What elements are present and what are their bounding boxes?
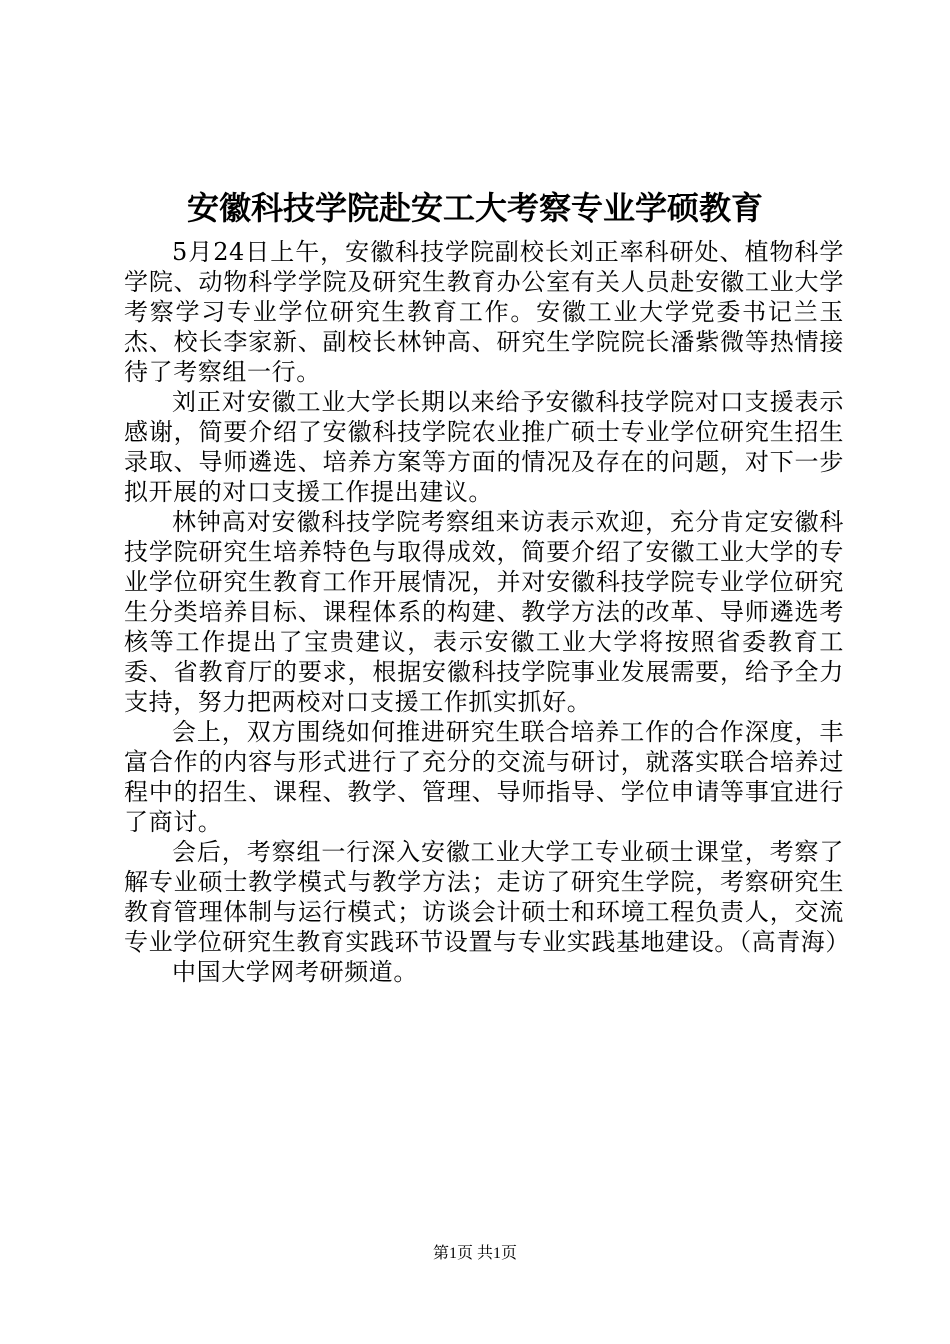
paragraph-1: 5月24日上午，安徽科技学院副校长刘正率科研处、植物科学学院、动物科学学院及研究生教育办公室有关人员赴安徽工业大学考察学习专业学位研究生教育工作。安徽工业大学党委书记兰玉杰、校长李家新、副校长林钟高、研究生学院院长潘紫微等热情接待了考察组一行。 (124, 238, 844, 386)
document-title: 安徽科技学院赴安工大考察专业学硕教育 (186, 189, 763, 227)
paragraph-3: 林钟高对安徽科技学院考察组来访表示欢迎，充分肯定安徽科技学院研究生培养特色与取得成效，简要介绍了安徽工业大学的专业学位研究生教育工作开展情况，并对安徽科技学院专业学位研究生分类培养目标、课程体系的构建、教学方法的改革、导师遴选考核等工作提出了宝贵建议，表示安徽工业大学将按照省委教育工委、省教育厅的要求，根据安徽科技学院事业发展需要，给予全力支持，努力把两校对口支援工作抓实抓好。 (124, 508, 844, 716)
page-number-footer: 第1页 共1页 (432, 1245, 517, 1262)
paragraph-2: 刘正对安徽工业大学长期以来给予安徽科技学院对口支援表示感谢，简要介绍了安徽科技学院农业推广硕士专业学位研究生招生录取、导师遴选、培养方案等方面的情况及存在的问题，对下一步拟开展的对口支援工作提出建议。 (124, 388, 844, 506)
paragraph-5: 会后，考察组一行深入安徽工业大学工专业硕士课堂，考察了解专业硕士教学模式与教学方法；走访了研究生学院，考察研究生教育管理体制与运行模式；访谈会计硕士和环境工程负责人，交流专业学位研究生教育实践环节设置与专业实践基地建设。（高青海） (124, 838, 850, 956)
paragraph-4: 会上，双方围绕如何推进研究生联合培养工作的合作深度，丰富合作的内容与形式进行了充分的交流与研讨，就落实联合培养过程中的招生、课程、教学、管理、导师指导、学位申请等事宜进行了商讨。 (124, 718, 844, 836)
paragraph-6: 中国大学网考研频道。 (172, 958, 418, 986)
document-body (124, 237, 850, 987)
